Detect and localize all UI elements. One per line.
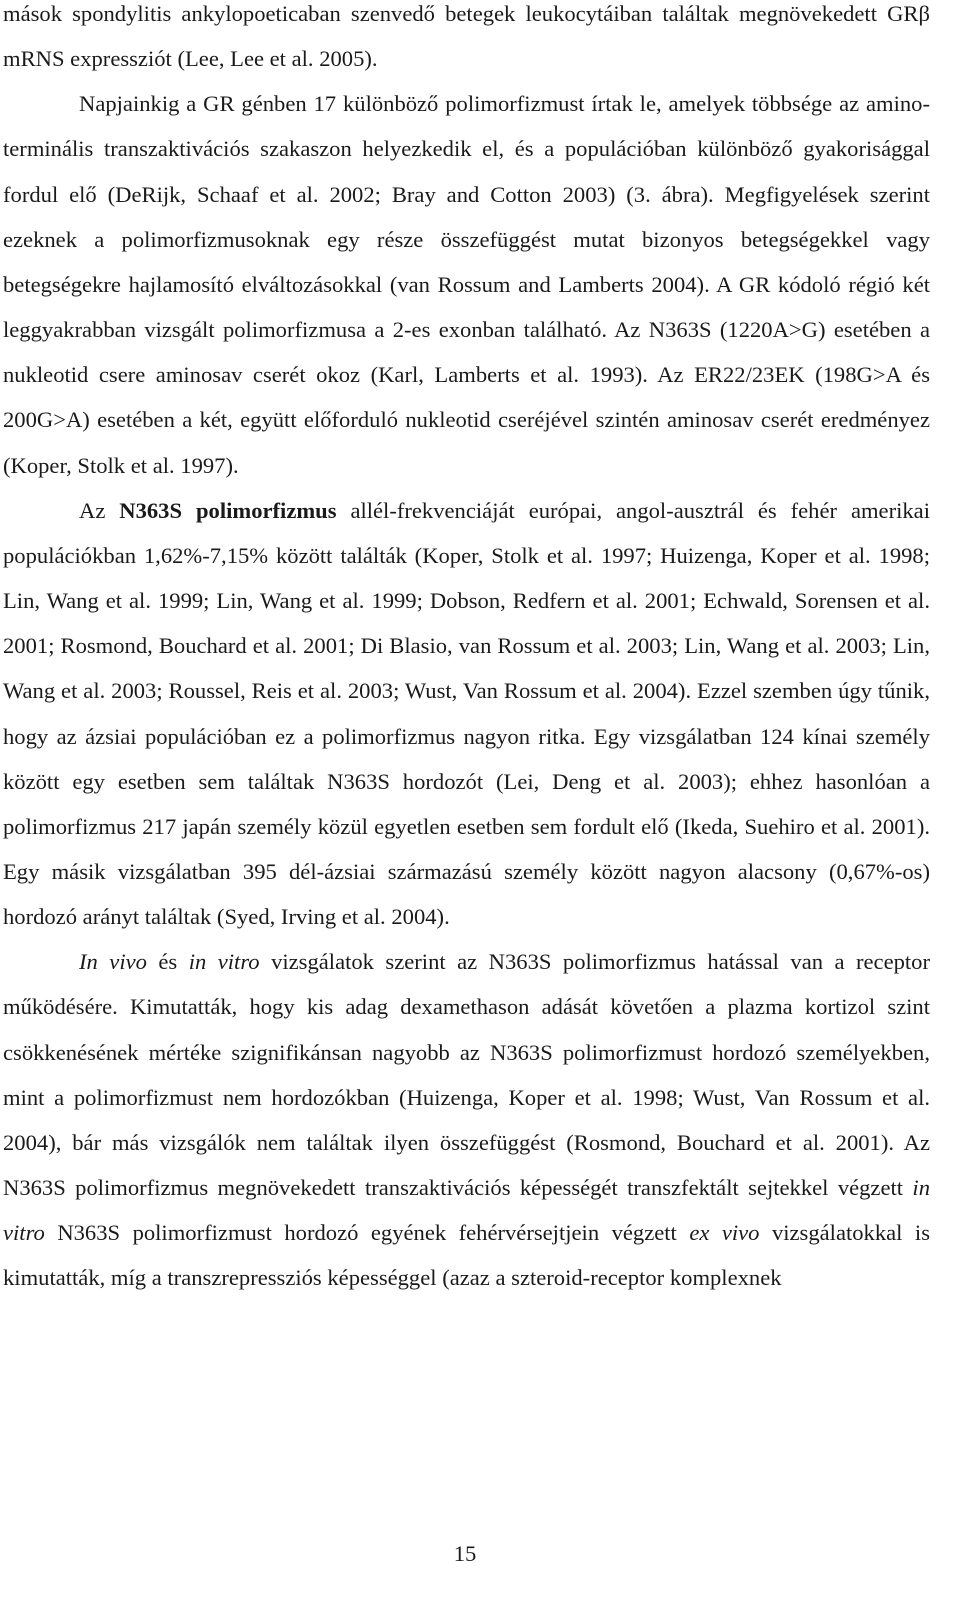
text-run: vizsgálatokkal is kimutatták, míg a transzrepressziós képességgel (azaz a szteroid-receptor komplexnek <box>3 1220 931 1291</box>
text-run: Napjainkig a GR génben 17 különböző polimorfizmust írtak le, amelyek többsége az amino-terminális transzaktivációs szakaszon helyezkedik el, és a populációban különböző gyakorisággal fordul elő (DeRijk, Schaaf et al. 2002; Bray and Cotton 2003) (3. ábra). Megfigyelések szerint ezeknek a polimorfizmusoknak egy része összefüggést mutat bizonyos betegségekkel vagy betegségekre hajlamosító elváltozásokkal (van Rossum and Lamberts 2004). A GR kódoló régió két leggyakrabban vizsgált polimorfizmusa a 2-es exonban található. Az N363S (1220A>G) esetében a nukleotid csere aminosav cserét okoz (Karl, Lamberts et al. 1993). Az ER22/23EK (198G>A és 200G>A) esetében a két, együtt előforduló nukleotid cseréjével szintén aminosav cserét eredményez (Koper, Stolk et al. 1997). <box>3 91 930 478</box>
paragraph-1 <box>3 0 930 81</box>
text-run: mások spondylitis ankylopoeticaban szenvedő betegek leukocytáiban találtak megnövekedett GRβ mRNS expressziót (Lee, Lee et al. 2005). <box>3 1 930 72</box>
paragraph-2 <box>3 81 930 487</box>
body-text <box>3 0 930 1301</box>
text-run: allél-frekvenciáját európai, angol-ausztrál és fehér amerikai populációkban 1,62%-7,15% között találták (Koper, Stolk et al. 1997; Huizenga, Koper et al. 1998; Lin, Wang et al. 1999; Lin, Wang et al. 1999; Dobson, Redfern et al. 2001; Echwald, Sorensen et al. 2001; Rosmond, Bouchard et al. 2001; Di Blasio, van Rossum et al. 2003; Lin, Wang et al. 2003; Lin, Wang et al. 2003; Roussel, Reis et al. 2003; Wust, Van Rossum et al. 2004). Ezzel szemben úgy tűnik, hogy az ázsiai populációban ez a polimorfizmus nagyon ritka. Egy vizsgálatban 124 kínai személy között egy esetben sem találtak N363S hordozót (Lei, Deng et al. 2003); ehhez hasonlóan a polimorfizmus 217 japán személy közül egyetlen esetben sem fordult elő (Ikeda, Suehiro et al. 2001). Egy másik vizsgálatban 395 dél-ázsiai származású személy között nagyon alacsony (0,67%-os) hordozó arányt találtak (Syed, Irving et al. 2004). <box>3 497 930 930</box>
text-run: N363S polimorfizmust hordozó egyének fehérvérsejtjein végzett <box>44 1220 690 1246</box>
paragraph-4 <box>3 939 930 1300</box>
bold-term: N363S polimorfizmus <box>119 497 337 523</box>
text-run: és <box>146 949 189 975</box>
italic-term: in vitro <box>188 949 260 975</box>
italic-term: In vivo <box>79 949 147 975</box>
page-number: 15 <box>453 1541 477 1566</box>
paragraph-3 <box>3 488 930 940</box>
text-run: Az <box>79 497 120 523</box>
text-run: vizsgálatok szerint az N363S polimorfizmus hatással van a receptor működésére. Kimutatták, hogy kis adag dexamethason adását követően a plazma kortizol szint csökkenésének mértéke szignifikánsan nagyobb az N363S polimorfizmust hordozó személyekben, mint a polimorfizmust nem hordozókban (Huizenga, Koper et al. 1998; Wust, Van Rossum et al. 2004), bár más vizsgálók nem találtak ilyen összefüggést (Rosmond, Bouchard et al. 2001). Az N363S polimorfizmus megnövekedett transzaktivációs képességét transzfektált sejtekkel végzett <box>3 949 931 1201</box>
italic-term: in vitro <box>3 1175 930 1246</box>
italic-term: ex vivo <box>689 1220 760 1246</box>
